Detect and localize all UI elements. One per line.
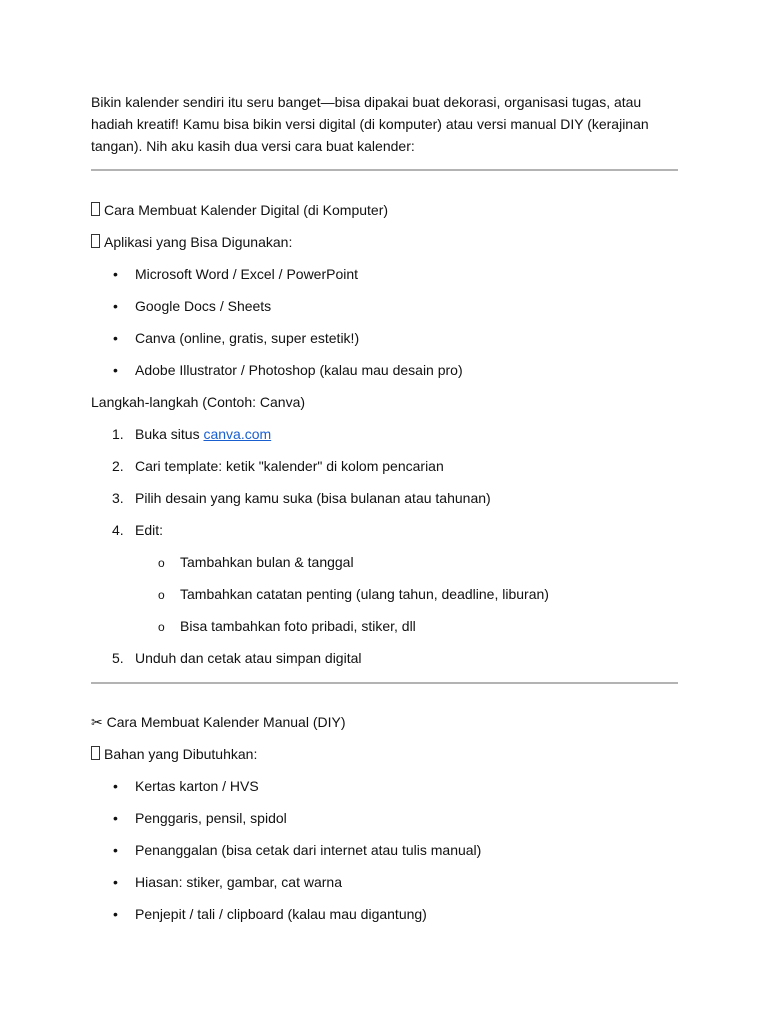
digital-section-title: Cara Membuat Kalender Digital (di Komputer): [91, 200, 388, 220]
apps-heading: Aplikasi yang Bisa Digunakan:: [91, 232, 292, 252]
step-number: 3.: [112, 490, 124, 506]
bullet-marker: •: [113, 842, 118, 858]
horizontal-rule: [91, 682, 678, 684]
sub-bullet-marker: o: [158, 556, 165, 570]
step-number: 1.: [112, 426, 124, 442]
sub-bullet-marker: o: [158, 620, 165, 634]
bullet-marker: •: [113, 298, 118, 314]
list-item: Google Docs / Sheets: [135, 298, 272, 314]
list-item: Canva (online, gratis, super estetik!): [135, 330, 360, 346]
step-number: 2.: [112, 458, 124, 474]
steps-heading: Langkah-langkah (Contoh: Canva): [91, 394, 306, 410]
list-item: Hiasan: stiker, gambar, cat warna: [135, 874, 342, 890]
canva-link[interactable]: canva.com: [203, 426, 272, 442]
step-item: Cari template: ketik "kalender" di kolom pencarian: [135, 458, 444, 474]
list-item: Kertas karton / HVS: [135, 778, 259, 794]
missing-glyph-icon: [91, 234, 100, 248]
missing-glyph-icon: [91, 746, 100, 760]
step-item: Unduh dan cetak atau simpan digital: [135, 650, 362, 666]
step-number: 5.: [112, 650, 124, 666]
missing-glyph-icon: [91, 202, 100, 216]
step-item: Edit:: [135, 522, 164, 538]
intro-paragraph: Bikin kalender sendiri itu seru banget—bisa dipakai buat dekorasi, organisasi tugas, atau hadiah kreatif! Kamu bisa bikin versi digital (di komputer) atau versi manual DIY (kerajinan tangan). Nih aku kasih dua versi cara buat kalender:: [91, 94, 649, 154]
sub-list-item: Bisa tambahkan foto pribadi, stiker, dll: [180, 618, 416, 634]
sub-list-item: Tambahkan catatan penting (ulang tahun, deadline, liburan): [180, 586, 549, 602]
horizontal-rule: [91, 169, 678, 171]
list-item: Adobe Illustrator / Photoshop (kalau mau desain pro): [135, 362, 463, 378]
list-item: Microsoft Word / Excel / PowerPoint: [135, 266, 359, 282]
bullet-marker: •: [113, 810, 118, 826]
manual-section-title: ✂ Cara Membuat Kalender Manual (DIY): [91, 714, 346, 730]
list-item: Penggaris, pensil, spidol: [135, 810, 287, 826]
sub-list-item: Tambahkan bulan & tanggal: [180, 554, 354, 570]
scissors-icon: ✂: [91, 714, 103, 730]
list-item: Penanggalan (bisa cetak dari internet atau tulis manual): [135, 842, 482, 858]
step-text: Buka situs: [135, 426, 204, 442]
sub-bullet-marker: o: [158, 588, 165, 602]
bullet-marker: •: [113, 906, 118, 922]
materials-heading: Bahan yang Dibutuhkan:: [91, 744, 257, 764]
bullet-marker: •: [113, 266, 118, 282]
bullet-marker: •: [113, 362, 118, 378]
bullet-marker: •: [113, 778, 118, 794]
step-item: [135, 424, 271, 444]
step-number: 4.: [112, 522, 124, 538]
list-item: Penjepit / tali / clipboard (kalau mau digantung): [135, 906, 427, 922]
bullet-marker: •: [113, 874, 118, 890]
step-item: Pilih desain yang kamu suka (bisa bulanan atau tahunan): [135, 490, 491, 506]
bullet-marker: •: [113, 330, 118, 346]
